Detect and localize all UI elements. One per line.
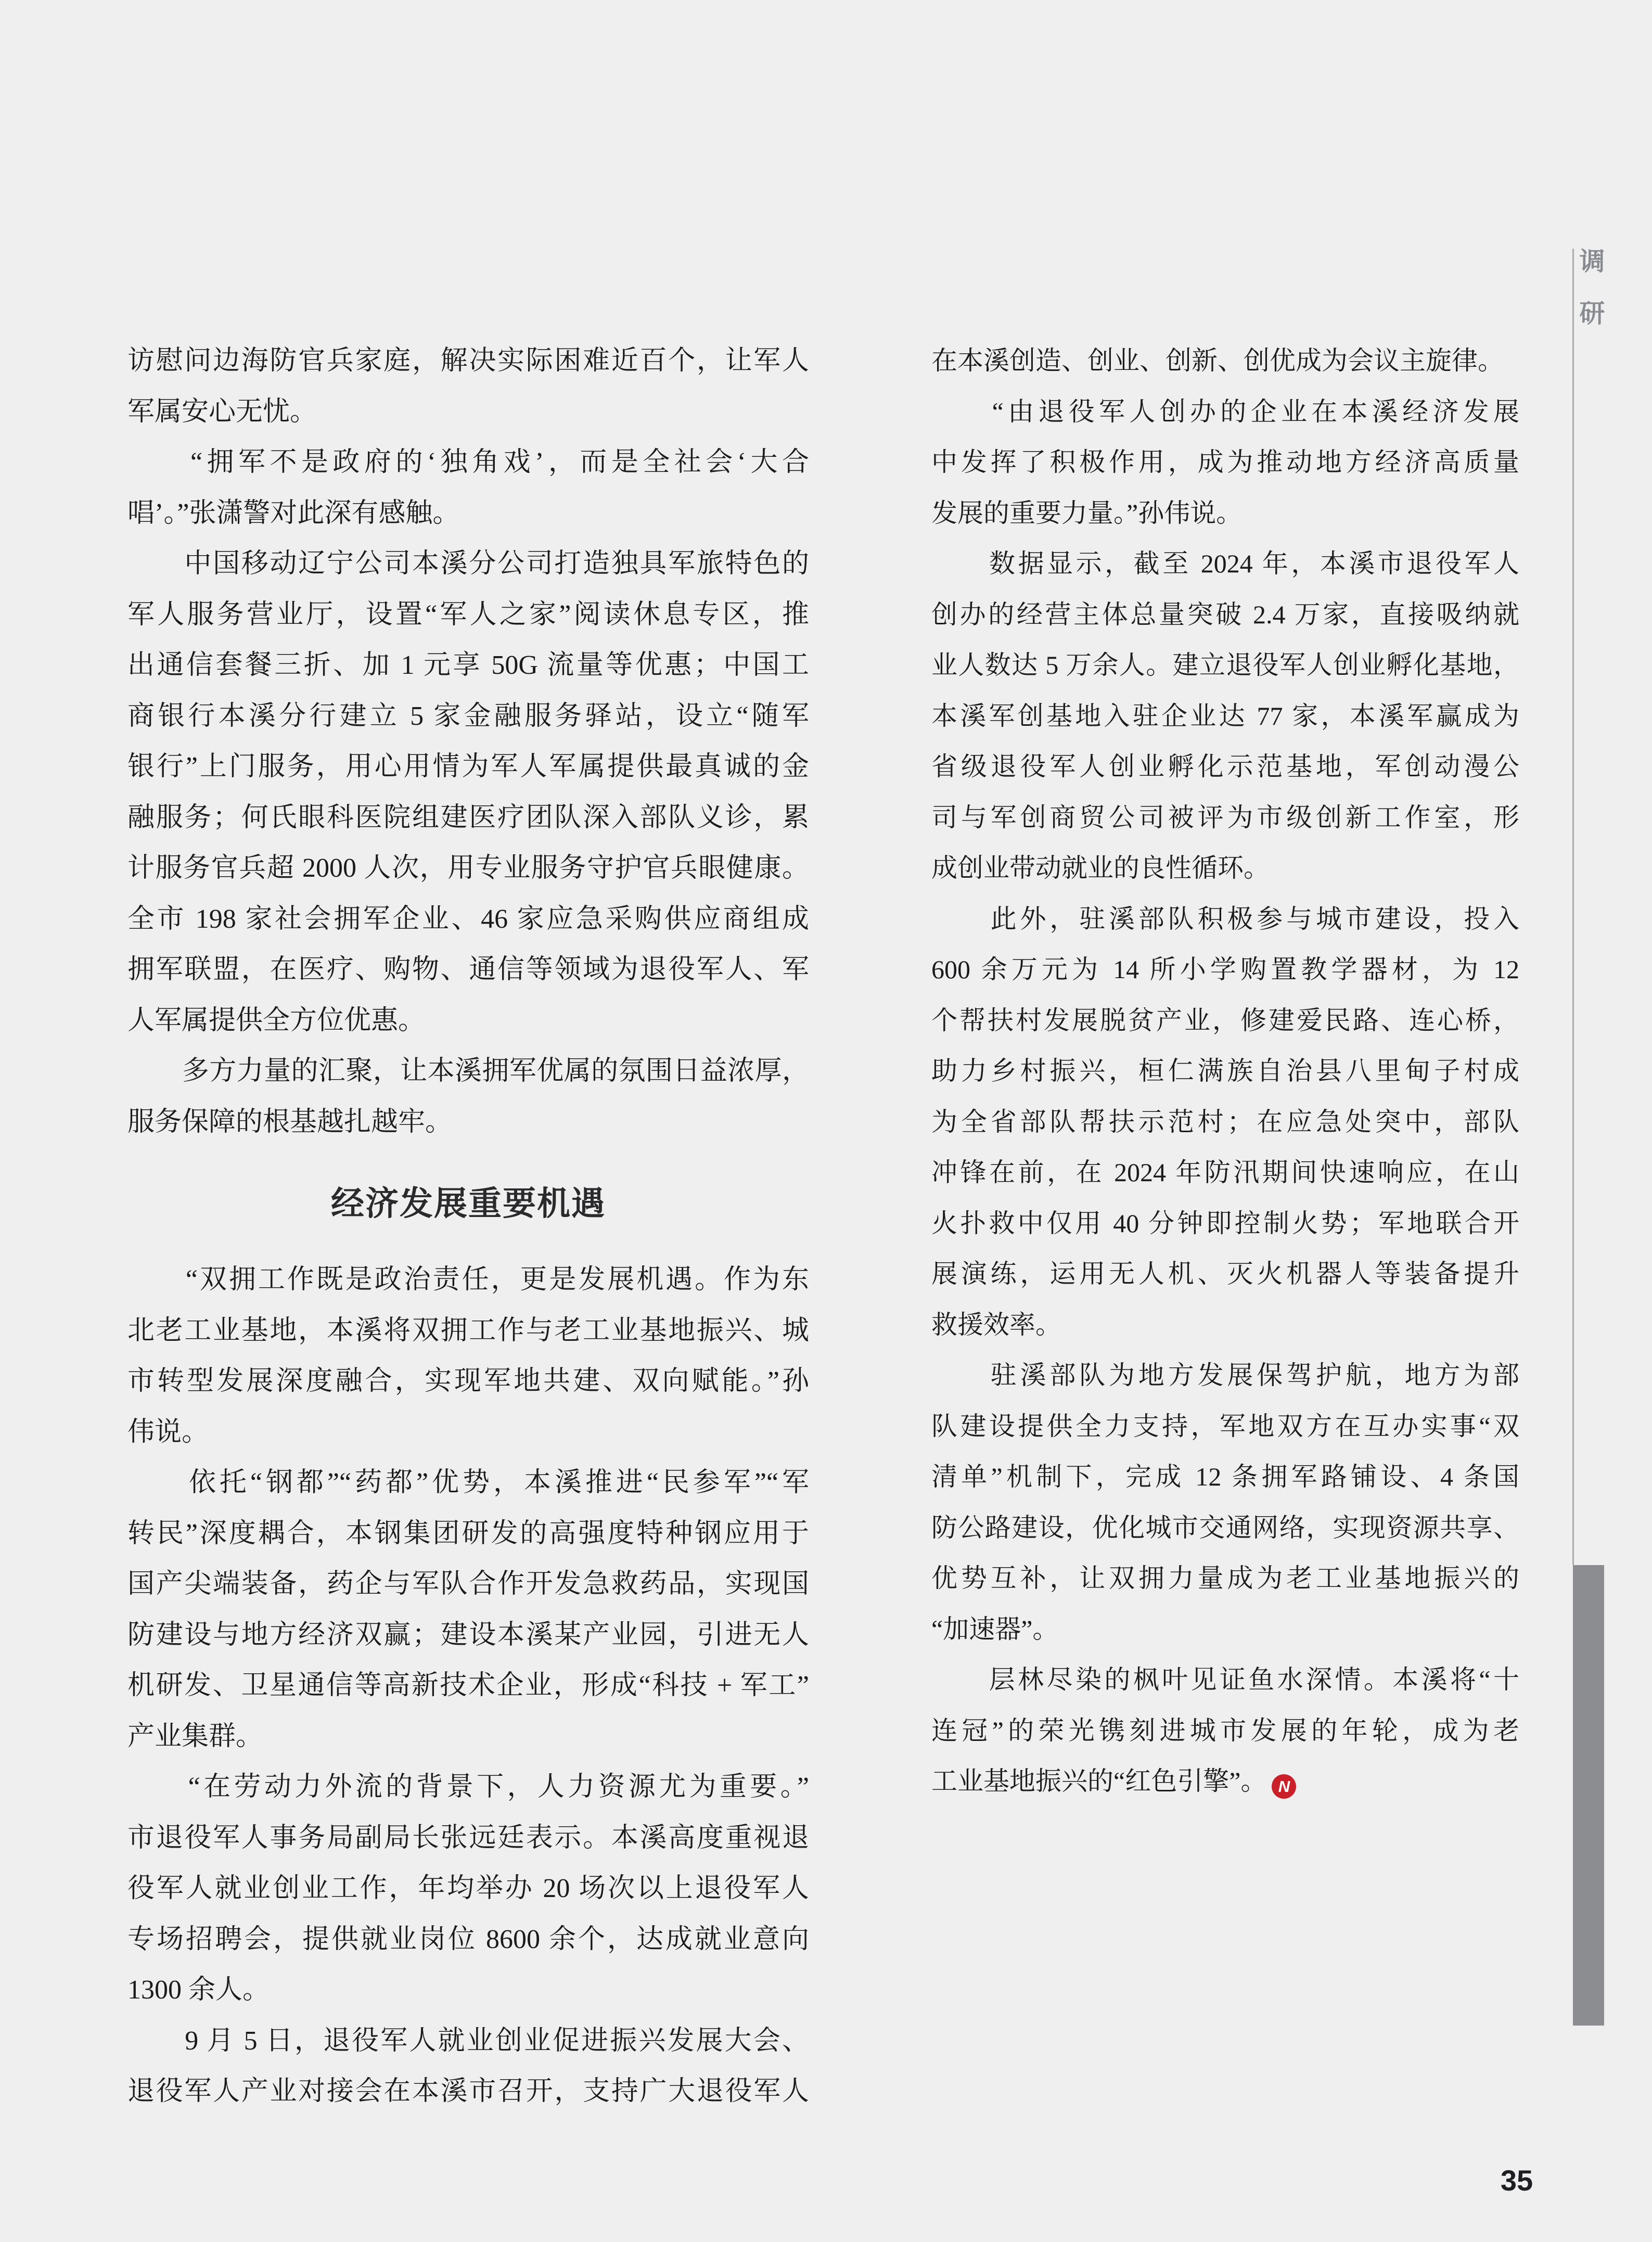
sidebar-gray-bar (1573, 1565, 1604, 2026)
text-line: 此外，驻溪部队积极参与城市建设，投入 (931, 904, 1519, 933)
text-line: 退役军人产业对接会在本溪市召开，支持广大退役军人 (127, 2077, 809, 2106)
text-line: 人军属提供全方位优惠。 (127, 1005, 426, 1035)
text-line: 为全省部队帮扶示范村；在应急处突中，部队 (931, 1107, 1519, 1136)
text-line: 多方力量的汇聚，让本溪拥军优属的氛围日益浓厚， (127, 1056, 809, 1086)
text-line: 工业基地振兴的“红色引擎”。 N (931, 1756, 1519, 1807)
side-label-char: 调 (1579, 248, 1605, 276)
text-line: 银行”上门服务，用心用情为军人军属提供最真诚的金 (127, 752, 809, 782)
text-line: 市退役军人事务局副局长张远廷表示。本溪高度重视退 (127, 1823, 809, 1853)
text-line: 商银行本溪分行建立 5 家金融服务驿站，设立“随军 (127, 701, 809, 731)
text-line: 全市 198 家社会拥军企业、46 家应急采购供应商组成 (127, 904, 809, 934)
text-line: 军属安心无忧。 (127, 396, 317, 427)
text-line: 在本溪创造、创业、创新、创优成为会议主旋律。 (931, 346, 1504, 375)
right-column-lines (931, 336, 1519, 1807)
text-line: 600 余万元为 14 所小学购置教学器材，为 12 (931, 955, 1519, 984)
text-line: 救援效率。 (931, 1310, 1061, 1339)
text-line: 发展的重要力量。”孙伟说。 (931, 498, 1243, 528)
text-line: 依托“钢都”“药都”优势，本溪推进“民参军”“军 (127, 1468, 809, 1497)
text-line: 清单”机制下，完成 12 条拥军路铺设、4 条国 (931, 1462, 1519, 1491)
text-line: 1300 余人。 (127, 1975, 270, 2005)
text-line: “双拥工作既是政治责任，更是发展机遇。作为东 (127, 1265, 809, 1295)
text-line: “由退役军人创办的企业在本溪经济发展 (931, 396, 1519, 426)
text-line: 个帮扶村发展脱贫产业，修建爱民路、连心桥， (931, 1005, 1519, 1035)
left-column-lower-lines (127, 1254, 809, 2117)
text-line: 防建设与地方经济双赢；建设本溪某产业园，引进无人 (127, 1620, 809, 1650)
text-line: 拥军联盟，在医疗、购物、通信等领域为退役军人、军 (127, 955, 809, 984)
text-line: 驻溪部队为地方发展保驾护航，地方为部 (931, 1361, 1519, 1390)
text-line: “拥军不是政府的‘独角戏’，而是全社会‘大合 (127, 447, 809, 477)
text-line: 专场招聘会，提供就业岗位 8600 余个，达成就业意向 (127, 1924, 809, 1954)
text-line: 司与军创商贸公司被评为市级创新工作室，形 (931, 802, 1519, 832)
text-line: 国产尖端装备，药企与军队合作开发急救药品，实现国 (127, 1569, 809, 1599)
text-line: 冲锋在前，在 2024 年防汛期间快速响应，在山 (931, 1158, 1519, 1187)
text-line: 展演练，运用无人机、灭火机器人等装备提升 (931, 1259, 1519, 1288)
text-line: 防公路建设，优化城市交通网络，实现资源共享、 (931, 1513, 1519, 1542)
text-line: “加速器”。 (931, 1614, 1059, 1644)
text-line: 数据显示，截至 2024 年，本溪市退役军人 (931, 549, 1519, 578)
text-line: 访慰问边海防官兵家庭，解决实际困难近百个，让军人 (127, 346, 809, 376)
text-line: 产业集群。 (127, 1721, 263, 1751)
text-line: 队建设提供全力支持，军地双方在互办实事“双 (931, 1411, 1519, 1441)
text-line: 转民”深度耦合，本钢集团研发的高强度特种钢应用于 (127, 1518, 809, 1548)
text-line: 服务保障的根基越扎越牢。 (127, 1107, 453, 1137)
text-line: 层林尽染的枫叶见证鱼水深情。本溪将“十 (931, 1665, 1519, 1694)
text-line: 优势互补，让双拥力量成为老工业基地振兴的 (931, 1564, 1519, 1593)
text-line: 北老工业基地，本溪将双拥工作与老工业基地振兴、城 (127, 1315, 809, 1346)
text-line: 出通信套餐三折、加 1 元享 50G 流量等优惠；中国工 (127, 650, 809, 680)
page-number: 35 (1500, 2164, 1533, 2197)
text-line: 计服务官兵超 2000 人次，用专业服务守护官兵眼健康。 (127, 853, 809, 883)
text-line: 创办的经营主体总量突破 2.4 万家，直接吸纳就 (931, 599, 1519, 629)
section-heading: 经济发展重要机遇 (331, 1185, 606, 1222)
text-line: 中国移动辽宁公司本溪分公司打造独具军旅特色的 (127, 549, 809, 579)
text-line: 融服务；何氏眼科医院组建医疗团队深入部队义诊，累 (127, 802, 809, 832)
text-line: 中发挥了积极作用，成为推动地方经济高质量 (931, 447, 1519, 477)
margin-rule-divider (1572, 249, 1574, 1565)
side-label-char: 研 (1579, 300, 1605, 328)
text-line: 唱’。”张潇警对此深有感触。 (127, 498, 460, 528)
left-column-upper-lines (127, 336, 809, 1147)
side-label-diaoyan (1579, 249, 1606, 353)
text-line: 连冠”的荣光镌刻进城市发展的年轮，成为老 (931, 1715, 1519, 1745)
text-line: 机研发、卫星通信等高新技术企业，形成“科技 + 军工” (127, 1671, 809, 1700)
text-line: 业人数达 5 万余人。建立退役军人创业孵化基地， (931, 650, 1519, 680)
magazine-brand-logo-icon: N (1272, 1774, 1296, 1799)
text-line: 伟说。 (127, 1417, 209, 1447)
right-column (931, 336, 1519, 1807)
left-column (127, 336, 809, 2117)
text-line: 9 月 5 日，退役军人就业创业促进振兴发展大会、 (127, 2026, 809, 2056)
text-line: 火扑救中仅用 40 分钟即控制火势；军地联合开 (931, 1208, 1519, 1238)
text-line: 市转型发展深度融合，实现军地共建、双向赋能。”孙 (127, 1366, 809, 1396)
text-line: 本溪军创基地入驻企业达 77 家，本溪军赢成为 (931, 701, 1519, 731)
text-line: 助力乡村振兴，桓仁满族自治县八里甸子村成 (931, 1056, 1519, 1085)
text-line: 军人服务营业厅，设置“军人之家”阅读休息专区，推 (127, 599, 809, 630)
text-line: “在劳动力外流的背景下，人力资源尤为重要。” (127, 1772, 809, 1802)
text-line: 省级退役军人创业孵化示范基地，军创动漫公 (931, 752, 1519, 781)
text-line: 成创业带动就业的良性循环。 (931, 853, 1270, 882)
text-line: 役军人就业创业工作，年均举办 20 场次以上退役军人 (127, 1874, 809, 1903)
